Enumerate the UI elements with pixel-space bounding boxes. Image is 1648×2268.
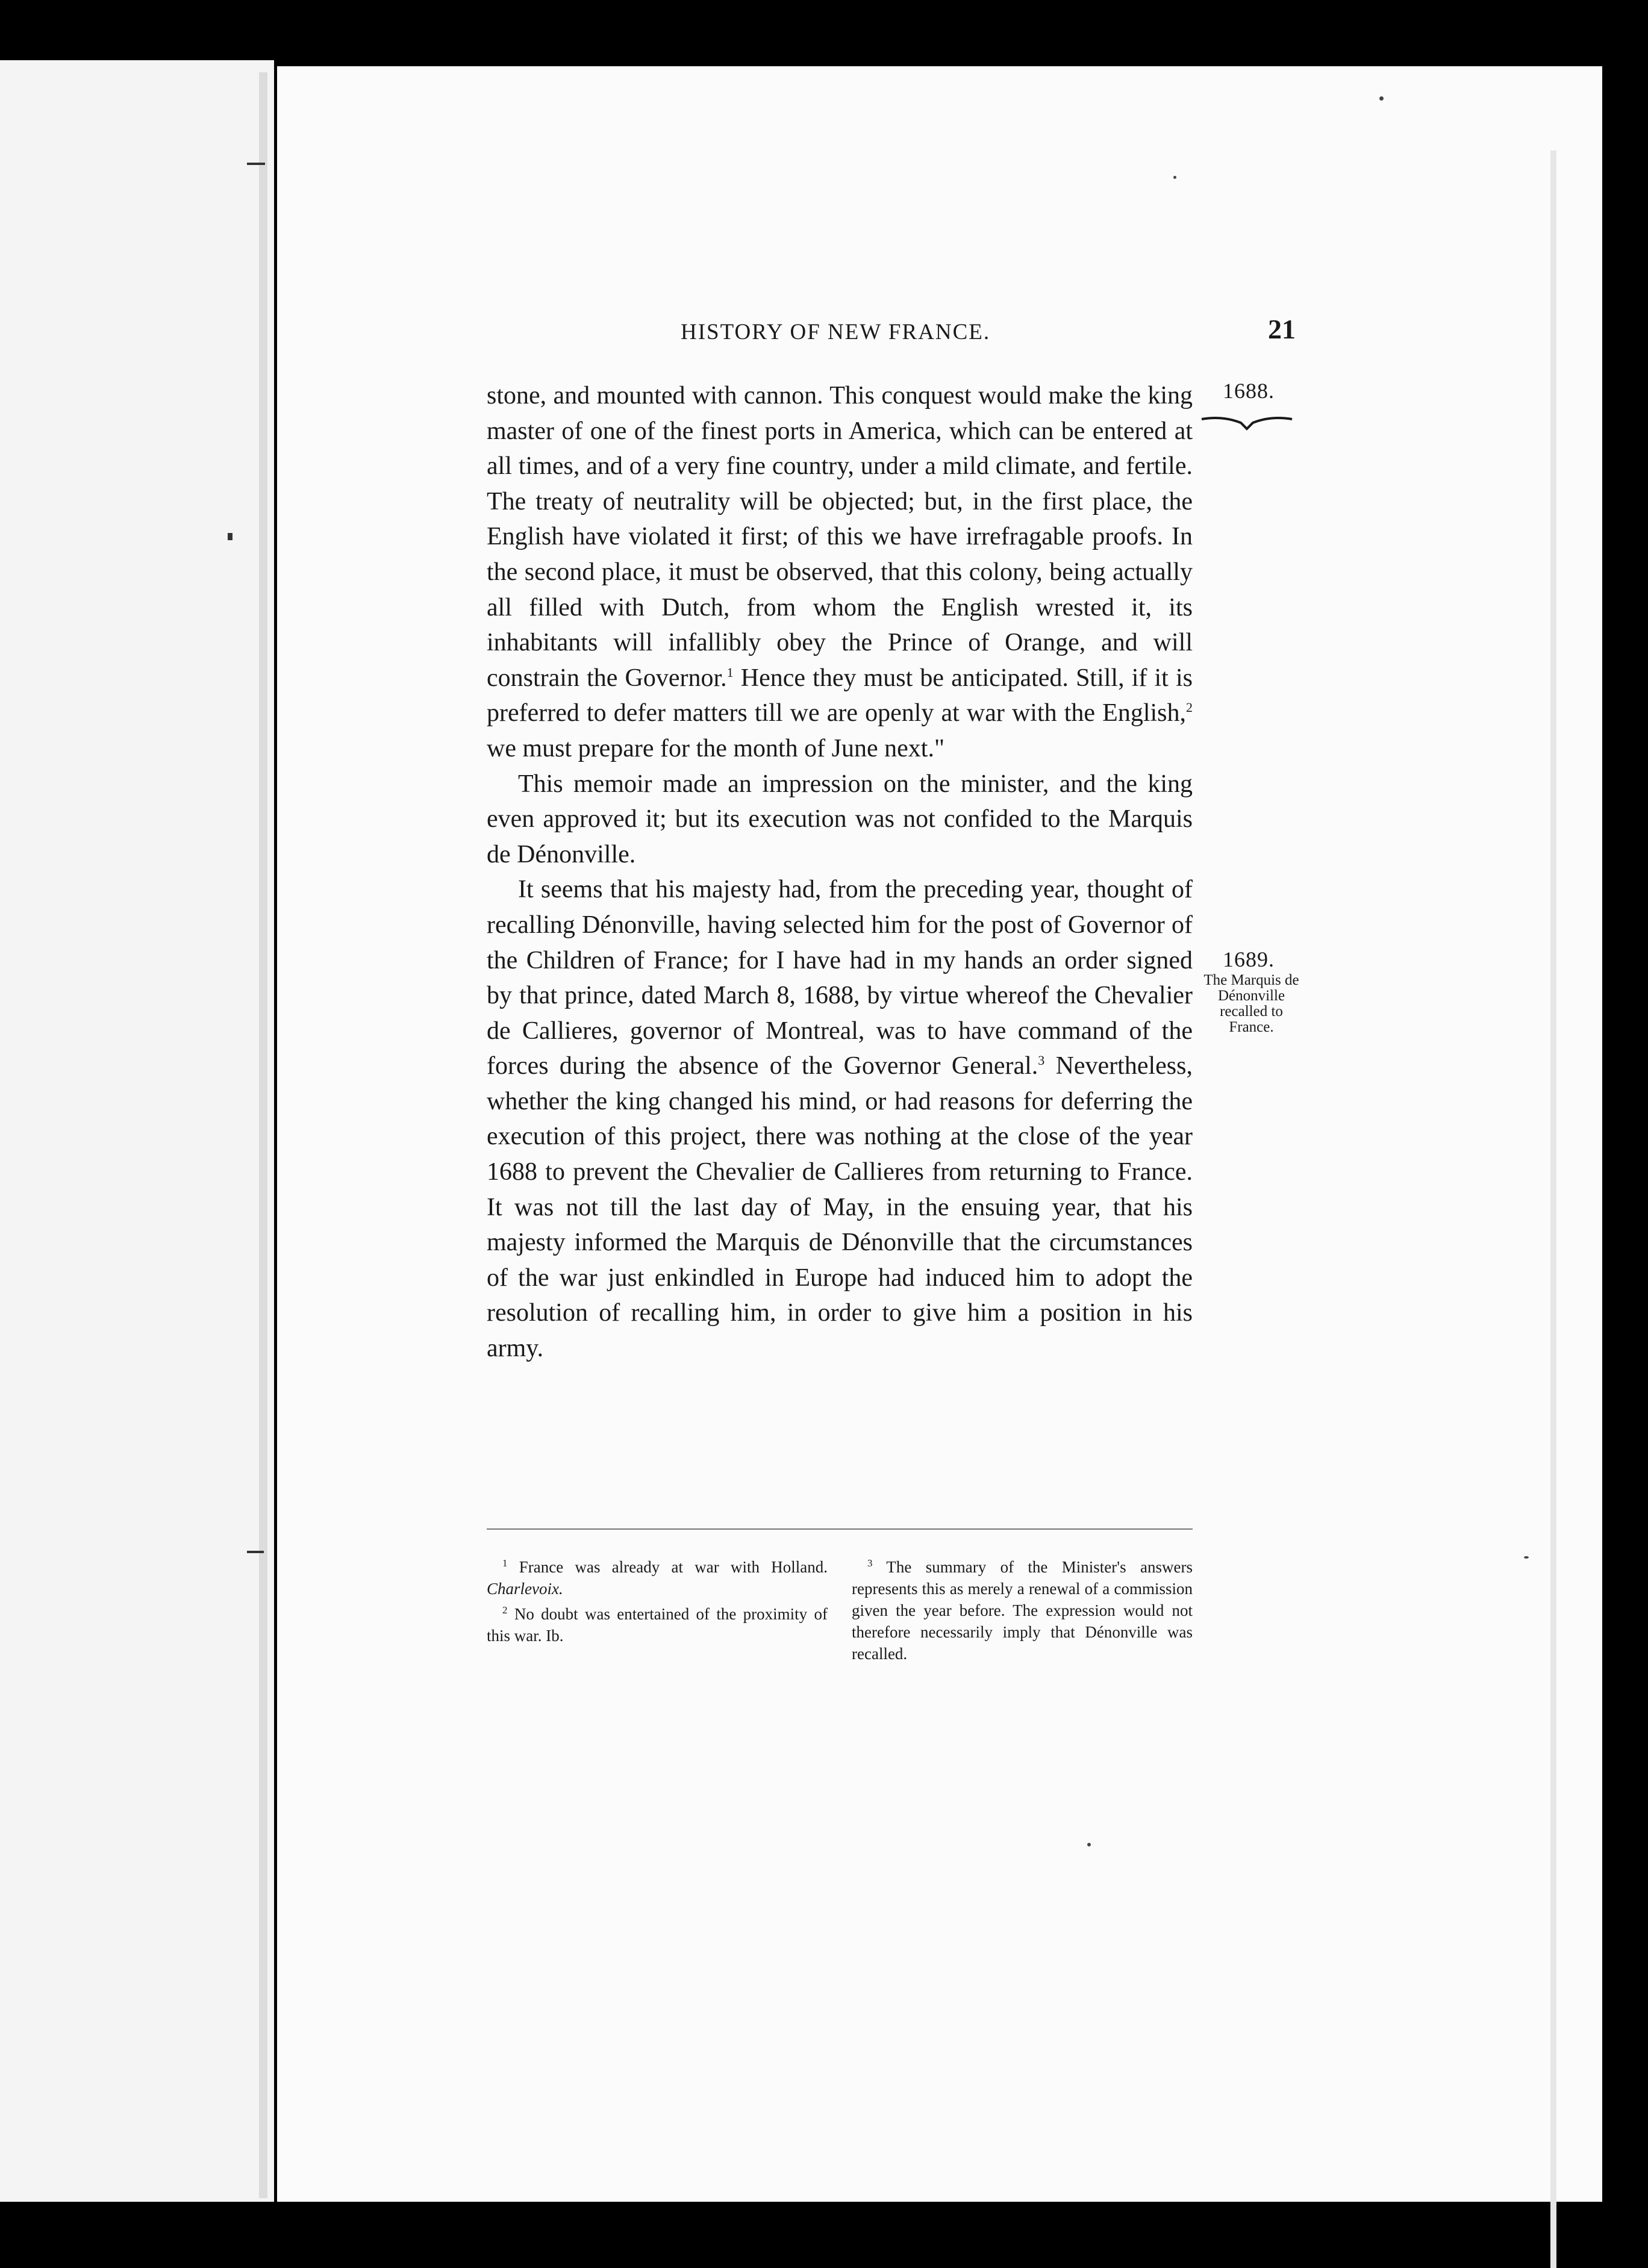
scan-speck [1524,1556,1529,1559]
page-edge [1550,151,1556,2268]
scan-speck [1087,1843,1091,1846]
paragraph: stone, and mounted with cannon. This conquest would make the king master of one of the finest ports in America, which can be entered at all times, and of a very fine country, under a mild climate, and fertile. The treaty of neutrality will be objected; but, in the first place, the English have violated it first; of this we have irrefragable proofs. In the second place, it must be observed, that this colony, being actually all filled with Dutch, from whom the English wrested it, its inhabitants will infallibly obey the Prince of Orange, and will constrain the Governor.$^1$ Hence they must be anticipated. Still, if it is preferred to defer matters till we are openly at war with the English,$^2$ we must prepare for the month of June next." [487,382,1193,762]
footnote: $^2$ No doubt was entertained of the proximity of this war. Ib. [487,1604,828,1645]
footnote-ref: 1 [726,664,734,680]
margin-mark [247,163,265,165]
main-text [487,378,1193,1366]
running-head: HISTORY OF NEW FRANCE. [681,320,991,344]
margin-mark [228,533,233,540]
paragraph: It seems that his majesty had, from the preceding year, thought of recalling Dénonville, having selected him for the post of Governor of the Children of France; for I have had in my hands an order signed by that prince, dated March 8, 1688, by virtue whereof the Chevalier de Callieres, governor of Montreal, was to have command of the forces during the absence of the Governor General.$^3$ Nevertheless, whether the king changed his mind, or had reasons for deferring the execution of this project, there was nothing at the close of the year 1688 to prevent the Chevalier de Callieres from returning to France. It was not till the last day of May, in the ensuing year, that his majesty informed the Marquis de Dénonville that the circumstances of the war just enkindled in Europe had induced him to adopt the resolution of recalling him, in order to give him a position in his army. [487,876,1193,1363]
margin-note: The Marquis de Dénonville recalled to France. [1203,972,1299,1035]
footnote-rule [487,1528,1193,1530]
margin-year-1689: 1689. [1223,947,1275,971]
page-number: 21 [1268,314,1296,344]
footnote-ref: 3 [1038,1053,1045,1068]
paragraph: This memoir made an impression on the minister, and the king even approved it; but its execution was not confided to the Marquis de Dénonville. [487,770,1193,868]
footnote-ref: 2 [1186,700,1193,715]
scan-speck [1173,176,1176,179]
footnote: $^3$ The summary of the Minister's answers represents this as merely a renewal of a commission given the year before. The expression would not therefore necessarily imply that Dénonville was recalled. [852,1557,1193,1663]
facing-page-edge [0,60,274,2202]
margin-brace [1199,414,1295,432]
footnote: $^1$ France was already at war with Holland. Charlevoix. [487,1557,828,1598]
margin-year-1688: 1688. [1223,379,1275,403]
book-gutter [259,72,267,2198]
margin-mark [247,1551,264,1553]
footnotes [487,1553,1193,1665]
scan-speck [1379,96,1384,101]
